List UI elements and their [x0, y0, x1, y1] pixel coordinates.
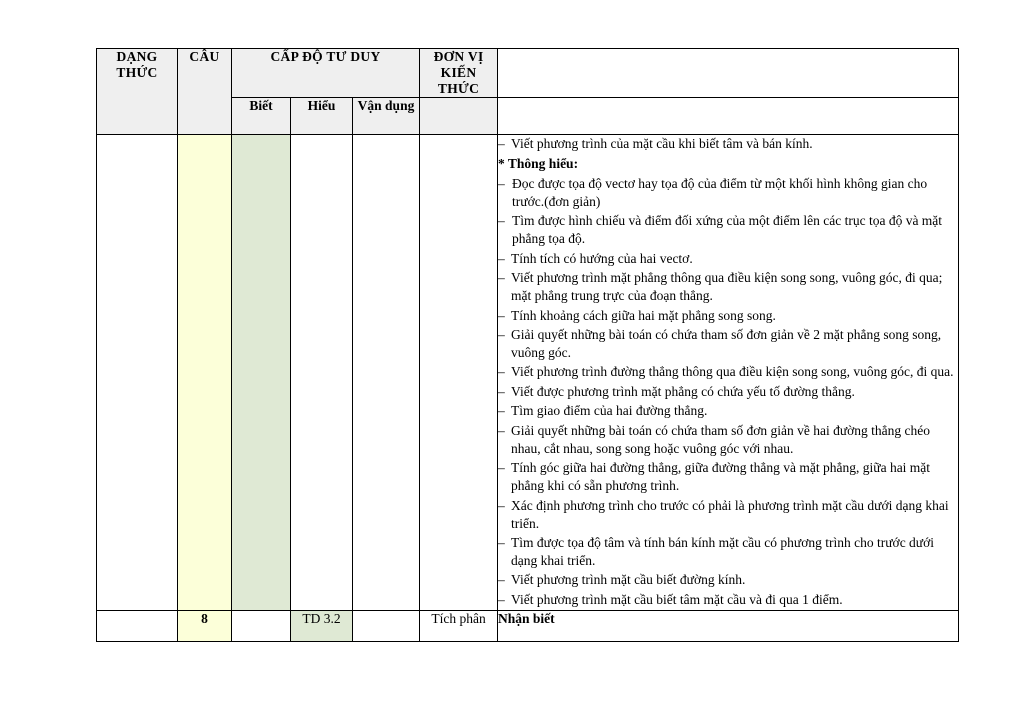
list-item-text: Giải quyết những bài toán có chứa tham số đơn giản về 2 mặt phẳng song song, vuông góc. [511, 327, 942, 360]
cell-biet [232, 135, 291, 611]
bullet-dash: – [498, 460, 505, 476]
list-item [498, 175, 958, 211]
bullet-dash: – [498, 591, 505, 607]
cell-dang-thuc [97, 135, 178, 611]
table-row [97, 611, 959, 642]
cell-don-vi-kien-thuc [420, 135, 498, 611]
table-body [97, 135, 959, 642]
list-item-text: Tìm được tọa độ tâm và tính bán kính mặt cầu có phương trình cho trước dưới dạng khai triển. [511, 535, 935, 568]
header-row-main [97, 49, 959, 98]
header-hieu: Hiểu [291, 98, 353, 135]
list-item-text: Viết phương trình mặt cầu biết tâm mặt cầu và đi qua 1 điểm. [511, 591, 843, 607]
bullet-dash: – [498, 383, 505, 399]
list-item-text: Tính góc giữa hai đường thẳng, giữa đường thẳng và mặt phẳng, giữa hai mặt phẳng khi có sẵn phương trình. [511, 460, 931, 494]
cell-cau: 8 [178, 611, 232, 642]
list-item-text: Tìm giao điểm của hai đường thẳng. [511, 403, 708, 419]
bullet-dash: – [498, 136, 505, 151]
list-item-text: Tính khoảng cách giữa hai mặt phẳng song song. [511, 307, 776, 323]
bullet-dash: – [498, 307, 505, 323]
list-item-text: Viết phương trình đường thẳng thông qua điều kiện song song, vuông góc, đi qua. [511, 364, 954, 380]
list-item [498, 269, 958, 305]
list-item-text: Xác định phương trình cho trước có phải là phương trình mặt cầu dưới dạng khai triển. [511, 497, 949, 531]
header-cau: CÂU [178, 49, 232, 135]
table-row [97, 135, 959, 611]
exam-matrix-table [96, 48, 959, 642]
list-item-text: Viết được phương trình mặt phẳng có chứa yếu tố đường thẳng. [511, 383, 855, 399]
bullet-dash: – [498, 572, 505, 588]
list-item [498, 250, 958, 268]
table-header [97, 49, 959, 135]
bullet-dash: – [498, 497, 505, 513]
cell-dang-thuc [97, 611, 178, 642]
header-biet: Biết [232, 98, 291, 135]
cell-van-dung [353, 611, 420, 642]
cell-noi-dung: Nhận biết [498, 611, 959, 642]
list-item: * Thông hiểu: [498, 155, 579, 171]
list-item-text: Tìm được hình chiếu và điểm đối xứng của một điểm lên các trục tọa độ và mặt phẳng tọa độ. [512, 213, 943, 247]
list-item-text: Viết phương trình mặt cầu biết đường kính. [511, 572, 746, 588]
list-item [498, 534, 958, 570]
list-item [498, 422, 958, 458]
bullet-dash: – [498, 535, 505, 551]
list-item [498, 363, 958, 381]
cell-noi-dung [498, 135, 959, 611]
header-cap-do-tu-duy: CẤP ĐỘ TƯ DUY [232, 49, 420, 98]
list-item [498, 402, 958, 420]
cell-cau [178, 135, 232, 611]
list-item [498, 326, 958, 362]
bullet-dash: – [498, 364, 505, 380]
cell-hieu: TD 3.2 [291, 611, 353, 642]
header-don-vi-kien-thuc-sub [420, 98, 498, 135]
bullet-dash: – [498, 403, 505, 419]
list-item-text: Tính tích có hướng của hai vectơ. [511, 250, 693, 266]
cell-biet [232, 611, 291, 642]
list-item [498, 571, 958, 589]
header-noi-dung-sub [498, 98, 959, 135]
list-item [498, 307, 958, 325]
header-van-dung: Vận dụng [353, 98, 420, 135]
list-item [498, 135, 958, 153]
header-noi-dung [498, 49, 959, 98]
list-item-text: Giải quyết những bài toán có chứa tham số đơn giản về hai đường thẳng chéo nhau, cắt nhau, song song hoặc vuông góc với nhau. [511, 422, 931, 456]
list-item [498, 383, 958, 401]
list-item [498, 591, 958, 609]
list-item-text: Đọc được tọa độ vectơ hay tọa độ của điểm từ một khối hình không gian cho trước.(đơn giản) [512, 175, 928, 209]
document-page [96, 48, 958, 642]
bullet-dash: – [498, 175, 505, 191]
bullet-dash: – [498, 250, 505, 266]
requirement-list [498, 135, 958, 609]
list-item [498, 212, 958, 248]
list-item-text: Viết phương trình mặt phẳng thông qua điều kiện song song, vuông góc, đi qua; mặt phẳng trung trực của đoạn thẳng. [511, 270, 943, 304]
cell-don-vi-kien-thuc: Tích phân [420, 611, 498, 642]
header-don-vi-kien-thuc: ĐƠN VỊ KIẾN THỨC [420, 49, 498, 98]
cell-van-dung [353, 135, 420, 611]
bullet-dash: – [498, 422, 505, 438]
list-item [498, 497, 958, 533]
cell-hieu [291, 135, 353, 611]
bullet-dash: – [498, 213, 505, 229]
list-item [498, 459, 958, 495]
list-item-text: Viết phương trình của mặt cầu khi biết tâm và bán kính. [511, 136, 813, 151]
bullet-dash: – [498, 327, 505, 343]
bullet-dash: – [498, 270, 505, 286]
header-dang-thuc: DẠNG THỨC [97, 49, 178, 135]
